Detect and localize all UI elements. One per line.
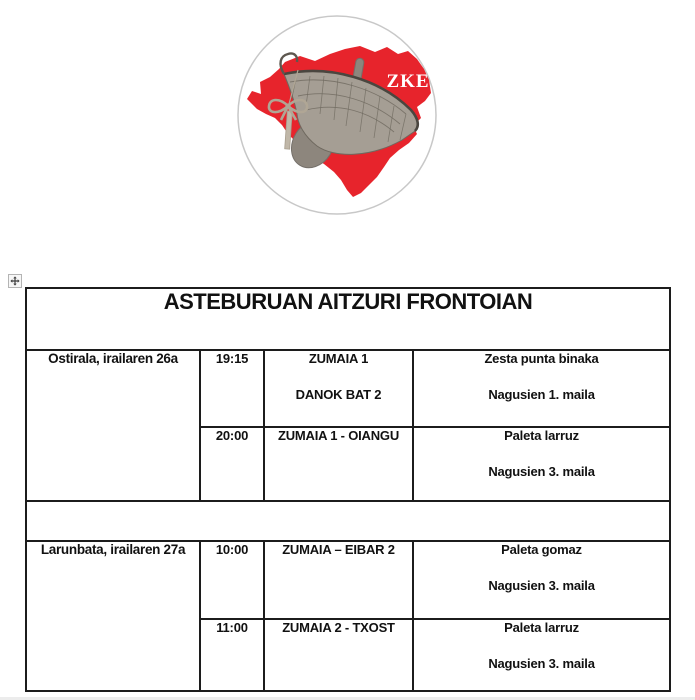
- move-cross-icon: [10, 276, 20, 286]
- time-cell: [200, 541, 264, 619]
- match-modality: Paleta larruz: [504, 620, 579, 635]
- spacer-row: [26, 501, 670, 541]
- club-logo: [236, 14, 438, 216]
- day-cell-friday: Ostirala, irailaren 26a: [26, 350, 200, 501]
- match-level: Nagusien 3. maila: [488, 464, 595, 479]
- match-level: Nagusien 3. maila: [488, 656, 595, 671]
- table-row: [26, 541, 670, 619]
- team-name: DANOK BAT 2: [295, 387, 382, 402]
- time-cell: [200, 427, 264, 501]
- match-modality: Zesta punta binaka: [484, 351, 599, 366]
- match-time: 11:00: [216, 620, 248, 635]
- match-level: Nagusien 3. maila: [488, 578, 595, 593]
- table-move-handle[interactable]: [8, 274, 22, 288]
- team-name: ZUMAIA 1 - OIANGU: [277, 428, 400, 443]
- category-cell: [413, 350, 670, 427]
- team-name: ZUMAIA 1: [308, 351, 369, 366]
- teams-cell: [264, 427, 413, 501]
- match-time: 20:00: [215, 428, 249, 443]
- teams-cell: [264, 350, 413, 427]
- schedule-table: [25, 287, 671, 692]
- teams-cell: [264, 541, 413, 619]
- time-cell: [200, 619, 264, 691]
- schedule-title: ASTEBURUAN AITZURI FRONTOIAN: [26, 288, 670, 350]
- title-row: [26, 288, 670, 350]
- team-name: ZUMAIA 2 - TXOST: [282, 620, 395, 635]
- category-cell: [413, 541, 670, 619]
- category-cell: [413, 619, 670, 691]
- category-cell: [413, 427, 670, 501]
- table-row: [26, 350, 670, 427]
- match-modality: Paleta larruz: [504, 428, 579, 443]
- team-name: ZUMAIA – EIBAR 2: [282, 542, 395, 557]
- match-time: 10:00: [215, 542, 249, 557]
- day-cell-saturday: Larunbata, irailaren 27a: [26, 541, 200, 691]
- club-logo-graphic: [236, 14, 438, 216]
- spacer-cell: [26, 501, 670, 541]
- time-cell: [200, 350, 264, 427]
- teams-cell: [264, 619, 413, 691]
- match-modality: Paleta gomaz: [501, 542, 582, 557]
- match-level: Nagusien 1. maila: [488, 387, 595, 402]
- match-time: 19:15: [215, 351, 249, 366]
- logo-text: ZKE: [386, 71, 430, 92]
